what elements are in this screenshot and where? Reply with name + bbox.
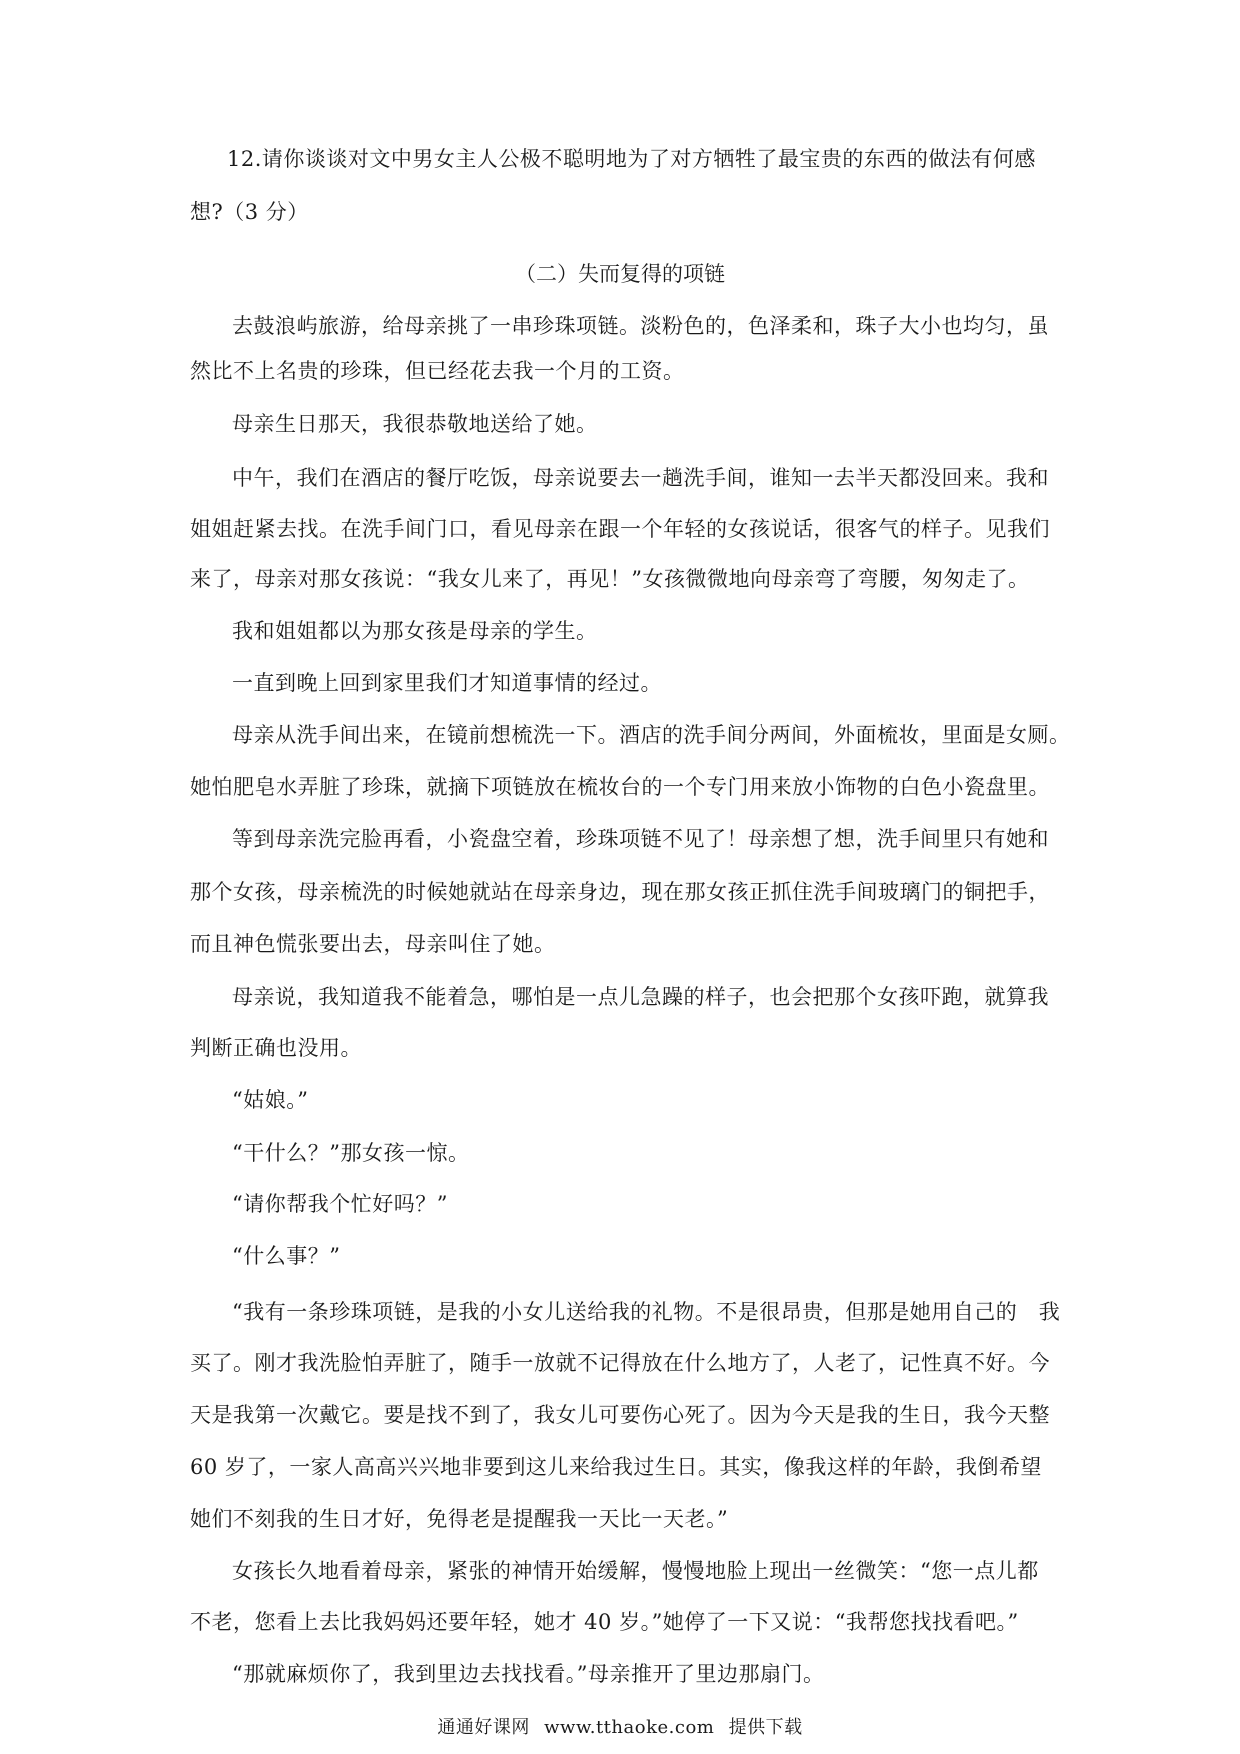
paragraph-line: 而且神色慌张要出去，母亲叫住了她。 [190, 932, 556, 956]
paragraph-line: 买了。刚才我洗脸怕弄脏了，随手一放就不记得放在什么地方了，人老了，记性真不好。今 [190, 1351, 1050, 1375]
footer-url[interactable]: www.tthaoke.com [544, 1717, 715, 1738]
paragraph-line: “干什么？”那女孩一惊。 [232, 1141, 470, 1165]
paragraph-line: 姐姐赶紧去找。在洗手间门口，看见母亲在跟一个年轻的女孩说话，很客气的样子。见我们 [190, 517, 1050, 541]
footer-note: 提供下载 [728, 1717, 803, 1738]
page-footer [0, 1716, 1240, 1740]
paragraph-line: “请你帮我个忙好吗？” [232, 1192, 448, 1216]
paragraph-line: “什么事？” [232, 1244, 341, 1268]
paragraph-line: “我有一条珍珠项链，是我的小女儿送给我的礼物。不是很昂贵，但那是她用自己的 我 [232, 1300, 1061, 1324]
paragraph-line: 我和姐姐都以为那女孩是母亲的学生。 [232, 619, 598, 643]
question-line-1: 12.请你谈谈对文中男女主人公极不聪明地为了对方牺牲了最宝贵的东西的做法有何感 [227, 147, 1036, 171]
paragraph-line: 不老，您看上去比我妈妈还要年轻，她才 40 岁。”她停了一下又说：“我帮您找找看吧。” [190, 1610, 1019, 1634]
paragraph-line: 中午，我们在酒店的餐厅吃饭，母亲说要去一趟洗手间，谁知一去半天都没回来。我和 [232, 466, 1049, 490]
paragraph-line: 来了，母亲对那女孩说：“我女儿来了，再见！”女孩微微地向母亲弯了弯腰，匆匆走了。 [190, 567, 1030, 591]
paragraph-line: 母亲生日那天，我很恭敬地送给了她。 [232, 412, 598, 436]
question-line-2: 想?（3 分） [190, 200, 309, 224]
paragraph-line: 等到母亲洗完脸再看，小瓷盘空着，珍珠项链不见了！母亲想了想，洗手间里只有她和 [232, 827, 1049, 851]
paragraph-line: 去鼓浪屿旅游，给母亲挑了一串珍珠项链。淡粉色的，色泽柔和，珠子大小也均匀，虽 [232, 314, 1049, 338]
paragraph-line: 她怕肥皂水弄脏了珍珠，就摘下项链放在梳妆台的一个专门用来放小饰物的白色小瓷盘里。 [190, 775, 1050, 799]
paragraph-line: 女孩长久地看着母亲，紧张的神情开始缓解，慢慢地脸上现出一丝微笑：“您一点儿都 [232, 1559, 1039, 1583]
paragraph-line: 母亲说，我知道我不能着急，哪怕是一点儿急躁的样子，也会把那个女孩吓跑，就算我 [232, 985, 1049, 1009]
paragraph-line: 那个女孩，母亲梳洗的时候她就站在母亲身边，现在那女孩正抓住洗手间玻璃门的铜把手， [190, 880, 1050, 904]
section-title: （二）失而复得的项链 [515, 262, 725, 286]
paragraph-line: 母亲从洗手间出来，在镜前想梳洗一下。酒店的洗手间分两间，外面梳妆，里面是女厕。 [232, 723, 1071, 747]
paragraph-line: 60 岁了，一家人高高兴兴地非要到这儿来给我过生日。其实，像我这样的年龄，我倒希望 [190, 1455, 1042, 1479]
paragraph-line: “姑娘。” [232, 1088, 309, 1112]
paragraph-line: 判断正确也没用。 [190, 1036, 362, 1060]
paragraph-line: “那就麻烦你了，我到里边去找找看。”母亲推开了里边那扇门。 [232, 1662, 825, 1686]
paragraph-line: 她们不刻我的生日才好，免得老是提醒我一天比一天老。” [190, 1507, 729, 1531]
paragraph-line: 一直到晚上回到家里我们才知道事情的经过。 [232, 671, 662, 695]
paragraph-line: 天是我第一次戴它。要是找不到了，我女儿可要伤心死了。因为今天是我的生日，我今天整 [190, 1403, 1050, 1427]
paragraph-line: 然比不上名贵的珍珠，但已经花去我一个月的工资。 [190, 359, 685, 383]
footer-site-name: 通通好课网 [437, 1717, 530, 1738]
